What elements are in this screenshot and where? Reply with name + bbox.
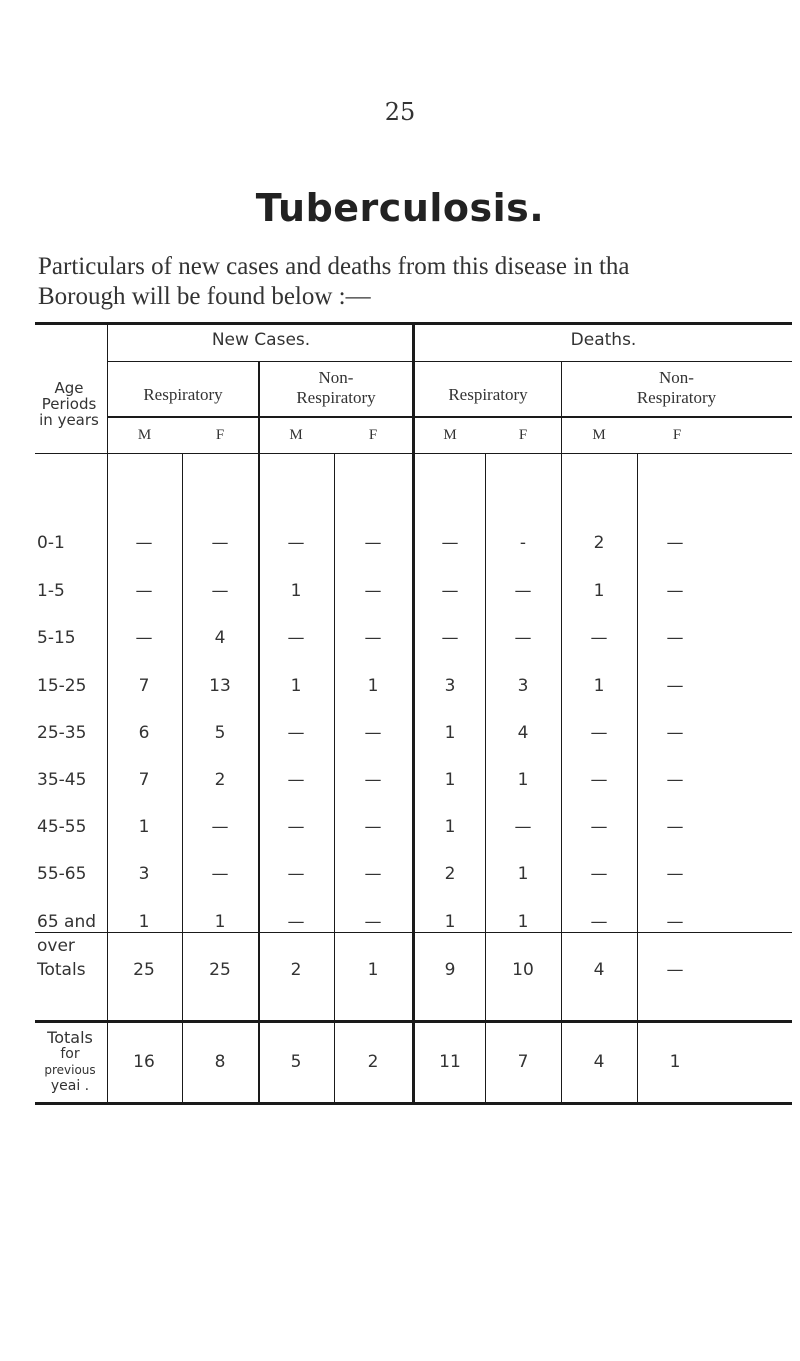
table-cell: — — [211, 817, 229, 837]
table-cell: 2 — [593, 533, 605, 553]
sub-deaths-non-respiratory-line-2: Respiratory — [636, 388, 717, 407]
sub-new-non-respiratory-line-1: Non- — [318, 368, 354, 387]
table-cell: — — [364, 864, 382, 884]
table-cell: — — [590, 628, 608, 648]
intro-line-2: Borough will be found below :— — [38, 283, 371, 310]
age-header-line-2: Periods — [41, 395, 97, 413]
table-cell: — — [590, 817, 608, 837]
table-cell: 1 — [290, 676, 302, 696]
totals-cell: 2 — [290, 960, 302, 980]
table-cell: — — [211, 864, 229, 884]
age-header-line-3: in years — [39, 411, 99, 429]
table-cell: — — [590, 912, 608, 932]
table-cell: — — [364, 533, 382, 553]
sub-new-non-respiratory — [259, 368, 413, 408]
previous-label-line-4: yeai . — [50, 1078, 90, 1094]
table-cell: — — [590, 723, 608, 743]
previous-label-line-2: for — [60, 1046, 80, 1062]
table-cell: 1 — [444, 817, 456, 837]
table-cell: — — [211, 533, 229, 553]
table-cell: — — [666, 864, 684, 884]
totals-label: Totals — [37, 960, 86, 980]
sex-f-3: F — [518, 427, 528, 443]
row-age-label: 45-55 — [37, 817, 87, 837]
previous-cell: 16 — [133, 1052, 155, 1072]
intro-paragraph — [38, 252, 788, 312]
vrule-c5 — [485, 453, 486, 1105]
row-age-label: 65 and — [37, 912, 97, 932]
previous-cell: 11 — [439, 1052, 461, 1072]
table-cell: 1 — [444, 770, 456, 790]
table-cell: — — [364, 912, 382, 932]
table-cell: — — [287, 533, 305, 553]
group-deaths: Deaths. — [570, 330, 637, 350]
table-cell: 1 — [593, 581, 605, 601]
previous-label-line-1: Totals — [47, 1028, 93, 1047]
table-cell: — — [514, 581, 532, 601]
rule-group-deaths — [415, 361, 792, 362]
previous-cell: 2 — [367, 1052, 379, 1072]
row-age-label: 55-65 — [37, 864, 87, 884]
table-cell: - — [519, 533, 527, 553]
row-age-label: 25-35 — [37, 723, 87, 743]
table-cell: 1 — [444, 912, 456, 932]
table-cell: 2 — [214, 770, 226, 790]
table-cell: — — [287, 864, 305, 884]
table-cell: — — [211, 581, 229, 601]
row-age-label: 15-25 — [37, 676, 87, 696]
table-cell: — — [666, 628, 684, 648]
sex-f-2: F — [368, 427, 378, 443]
table-cell: — — [666, 912, 684, 932]
age-header-line-1: Age — [54, 379, 84, 397]
sex-m-2: M — [289, 427, 303, 443]
table-cell: — — [590, 864, 608, 884]
previous-cell: 5 — [290, 1052, 302, 1072]
vrule-c3 — [334, 453, 335, 1105]
row-age-label: 1-5 — [37, 581, 65, 601]
rule-group-new — [107, 361, 415, 362]
previous-cell: 7 — [517, 1052, 529, 1072]
table-cell: 1 — [517, 912, 529, 932]
totals-cell: — — [666, 960, 684, 980]
vrule-c6 — [561, 361, 562, 1105]
sex-f-1: F — [215, 427, 225, 443]
table-cell: 3 — [138, 864, 150, 884]
age-header — [33, 380, 105, 428]
table-cell: 1 — [367, 676, 379, 696]
table-cell: — — [135, 533, 153, 553]
group-new-cases: New Cases. — [211, 330, 311, 350]
sex-m-4: M — [592, 427, 606, 443]
table-cell: 3 — [444, 676, 456, 696]
sex-m-1: M — [137, 427, 152, 443]
table-cell: — — [364, 723, 382, 743]
table-cell: 1 — [290, 581, 302, 601]
table-cell: 1 — [214, 912, 226, 932]
table-cell: — — [514, 817, 532, 837]
table-cell: — — [287, 912, 305, 932]
row-age-label: 35-45 — [37, 770, 87, 790]
totals-cell: 25 — [209, 960, 231, 980]
table-cell: — — [364, 770, 382, 790]
table-cell: — — [287, 770, 305, 790]
table-cell: — — [364, 581, 382, 601]
totals-cell: 10 — [512, 960, 534, 980]
row-age-label-line-2: over — [37, 936, 75, 956]
table-cell: 4 — [214, 628, 226, 648]
sub-new-non-respiratory-line-2: Respiratory — [296, 388, 376, 407]
intro-line-1: Particulars of new cases and deaths from this disease in tha — [38, 253, 630, 280]
table-cell: — — [364, 817, 382, 837]
row-age-label: 5-15 — [37, 628, 76, 648]
table-cell: — — [441, 581, 459, 601]
totals-cell: 9 — [444, 960, 456, 980]
page-title: Tuberculosis. — [255, 186, 545, 230]
sub-deaths-respiratory: Respiratory — [448, 385, 528, 404]
table-cell: — — [666, 676, 684, 696]
table-cell: 1 — [138, 817, 150, 837]
table-cell: — — [287, 723, 305, 743]
sex-m-3: M — [443, 427, 457, 443]
table-cell: — — [590, 770, 608, 790]
previous-cell: 8 — [214, 1052, 226, 1072]
table-cell: — — [666, 817, 684, 837]
previous-label-line-3: previous — [44, 1063, 96, 1077]
table-cell: 5 — [214, 723, 226, 743]
table-cell: 1 — [517, 770, 529, 790]
rule-sub-header — [107, 416, 792, 418]
totals-cell: 25 — [133, 960, 155, 980]
sub-new-respiratory: Respiratory — [143, 385, 223, 404]
table-cell: 1 — [444, 723, 456, 743]
previous-cell: 1 — [669, 1052, 681, 1072]
table-cell: — — [287, 628, 305, 648]
table-cell: — — [364, 628, 382, 648]
previous-label — [33, 1030, 107, 1094]
sub-deaths-non-respiratory-line-1: Non- — [659, 368, 694, 387]
table-cell: 7 — [138, 676, 150, 696]
table-cell: 7 — [138, 770, 150, 790]
table-cell: 1 — [138, 912, 150, 932]
table-cell: — — [135, 581, 153, 601]
table-cell: — — [514, 628, 532, 648]
table-cell: 3 — [517, 676, 529, 696]
vrule-c7 — [637, 453, 638, 1105]
table-cell: — — [666, 581, 684, 601]
row-age-label: 0-1 — [37, 533, 65, 553]
table-cell: 2 — [444, 864, 456, 884]
table-cell: 4 — [517, 723, 529, 743]
table-cell: 13 — [209, 676, 231, 696]
sub-deaths-non-respiratory — [561, 368, 792, 408]
table-cell: — — [666, 770, 684, 790]
table-cell: — — [287, 817, 305, 837]
totals-cell: 4 — [593, 960, 605, 980]
page-number: 25 — [384, 98, 416, 126]
table-cell: — — [666, 723, 684, 743]
vrule-c2 — [258, 361, 260, 1105]
table-cell: — — [135, 628, 153, 648]
sex-f-4: F — [672, 427, 682, 443]
table-cell: — — [666, 533, 684, 553]
table-cell: 1 — [517, 864, 529, 884]
table-cell: — — [441, 533, 459, 553]
totals-cell: 1 — [367, 960, 379, 980]
previous-cell: 4 — [593, 1052, 605, 1072]
vrule-c1 — [182, 453, 183, 1105]
table-cell: 6 — [138, 723, 150, 743]
table-cell: 1 — [593, 676, 605, 696]
table-cell: — — [441, 628, 459, 648]
